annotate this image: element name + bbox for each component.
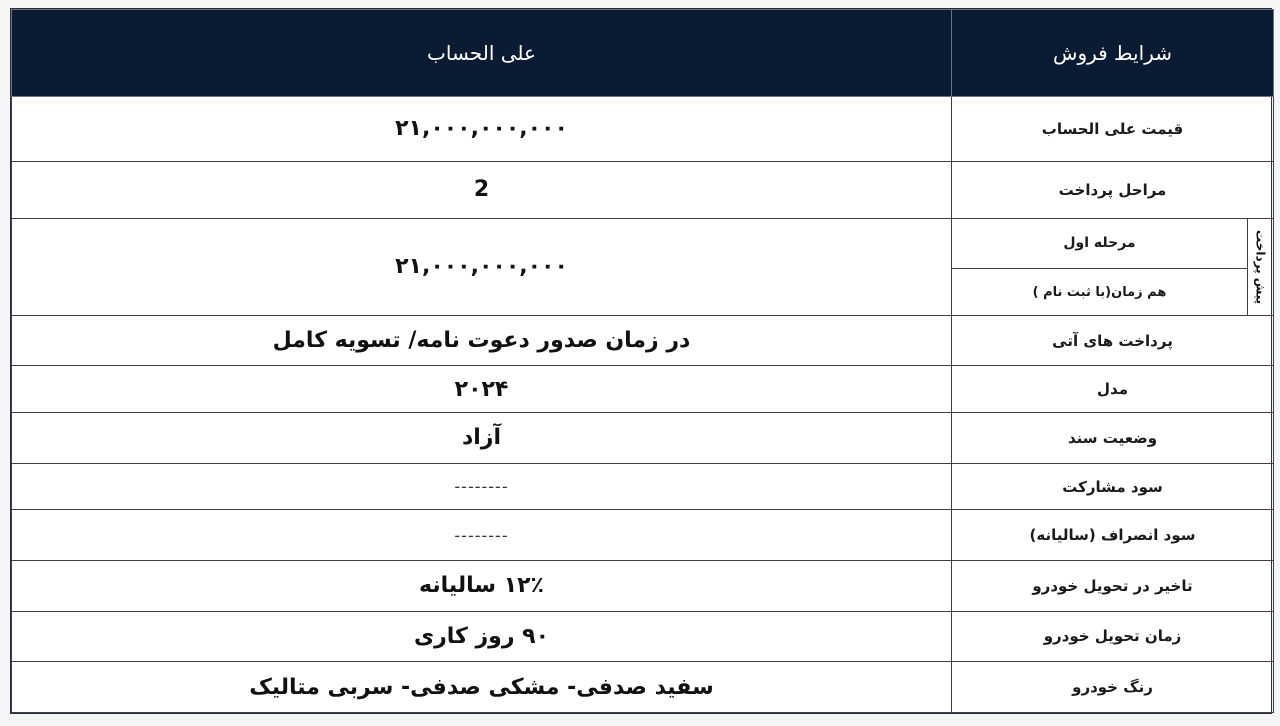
model-value: ۲۰۲۴ — [12, 366, 952, 413]
participation-profit-label: سود مشارکت — [952, 463, 1274, 510]
delivery-delay-label: تاخیر در تحویل خودرو — [952, 560, 1274, 611]
table-header-row — [12, 10, 1274, 97]
header-conditions: شرایط فروش — [952, 10, 1274, 97]
delivery-time-label: زمان تحویل خودرو — [952, 611, 1274, 662]
delivery-delay-value: ۱۲٪ سالیانه — [12, 560, 952, 611]
table-row — [12, 97, 1274, 162]
future-payments-value: در زمان صدور دعوت نامه/ تسویه کامل — [12, 315, 952, 366]
stages-label: مراحل پرداخت — [952, 161, 1274, 218]
sales-conditions-sheet — [10, 8, 1272, 714]
cancellation-profit-value: -------- — [12, 510, 952, 561]
delivery-time-value: ۹۰ روز کاری — [12, 611, 952, 662]
header-on-account: علی الحساب — [12, 10, 952, 97]
table-row — [12, 611, 1274, 662]
first-stage-label: مرحله اول — [952, 218, 1248, 269]
future-payments-label: پرداخت های آتی — [952, 315, 1274, 366]
at-registration-label: هم زمان(با ثبت نام ) — [952, 269, 1248, 316]
price-value: ۲۱,۰۰۰,۰۰۰,۰۰۰ — [12, 97, 952, 162]
table-row — [12, 315, 1274, 366]
document-status-value: آزاد — [12, 413, 952, 464]
table-row — [12, 161, 1274, 218]
table-row — [12, 662, 1274, 713]
model-label: مدل — [952, 366, 1274, 413]
table-row — [12, 463, 1274, 510]
prepayment-value: ۲۱,۰۰۰,۰۰۰,۰۰۰ — [12, 218, 952, 315]
table-row — [12, 510, 1274, 561]
prepayment-side-label: پیش پرداخت — [1248, 218, 1274, 315]
table-row — [12, 218, 1274, 269]
table-row — [12, 366, 1274, 413]
document-status-label: وضعیت سند — [952, 413, 1274, 464]
table-row — [12, 560, 1274, 611]
stages-value: 2 — [12, 161, 952, 218]
participation-profit-value: -------- — [12, 463, 952, 510]
cancellation-profit-label: سود انصراف (سالیانه) — [952, 510, 1274, 561]
car-color-label: رنگ خودرو — [952, 662, 1274, 713]
sales-conditions-table — [11, 9, 1274, 713]
price-label: قیمت علی الحساب — [952, 97, 1274, 162]
car-color-value: سفید صدفی- مشکی صدفی- سربی متالیک — [12, 662, 952, 713]
table-row — [12, 413, 1274, 464]
